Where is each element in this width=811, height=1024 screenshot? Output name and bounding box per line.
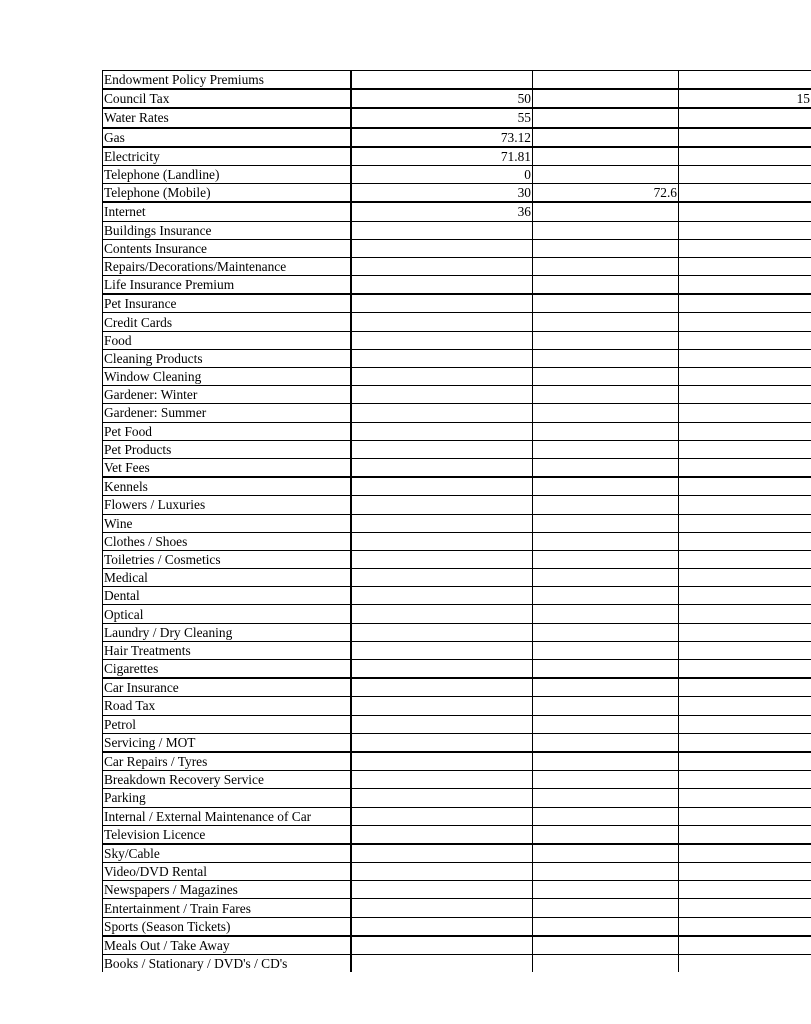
table-row xyxy=(103,422,811,440)
table-row xyxy=(103,641,811,659)
row-value-cell-2[interactable] xyxy=(533,697,679,715)
row-value-cell-1[interactable] xyxy=(351,496,533,514)
table-row xyxy=(103,733,811,752)
row-label-cell[interactable]: Breakdown Recovery Service xyxy=(103,771,352,789)
row-value-cell-2[interactable] xyxy=(533,605,679,623)
row-value-cell-3[interactable] xyxy=(679,496,811,514)
row-label-cell[interactable]: Contents Insurance xyxy=(103,239,352,257)
row-value-cell-2[interactable] xyxy=(533,404,679,422)
row-value-cell-3[interactable] xyxy=(679,184,811,203)
row-value-cell-3[interactable] xyxy=(679,458,811,477)
row-label-cell[interactable]: Vet Fees xyxy=(103,458,352,477)
row-value-cell-2[interactable] xyxy=(533,881,679,899)
row-value-cell-3[interactable] xyxy=(679,623,811,641)
row-value-cell-3[interactable] xyxy=(679,386,811,404)
row-label-cell[interactable]: Entertainment / Train Fares xyxy=(103,899,352,917)
row-label-cell[interactable]: Telephone (Mobile) xyxy=(103,184,352,203)
row-label-cell[interactable]: Medical xyxy=(103,569,352,587)
row-value-cell-2[interactable] xyxy=(533,936,679,955)
table-row xyxy=(103,532,811,550)
row-value-cell-3[interactable] xyxy=(679,825,811,844)
row-value-cell-3[interactable] xyxy=(679,733,811,752)
table-row xyxy=(103,184,811,203)
row-label-cell[interactable]: Dental xyxy=(103,587,352,605)
row-value-cell-1[interactable] xyxy=(351,532,533,550)
row-value-cell-3[interactable] xyxy=(679,789,811,807)
table-row xyxy=(103,569,811,587)
table-row xyxy=(103,496,811,514)
table-row xyxy=(103,752,811,771)
row-value-cell-1[interactable] xyxy=(351,605,533,623)
row-value-cell-1[interactable] xyxy=(351,514,533,532)
table-row xyxy=(103,623,811,641)
row-value-cell-3[interactable] xyxy=(679,715,811,733)
table-row xyxy=(103,936,811,955)
row-value-cell-2[interactable] xyxy=(533,587,679,605)
row-value-cell-2[interactable] xyxy=(533,807,679,825)
row-value-cell-3[interactable] xyxy=(679,313,811,331)
row-value-cell-2[interactable] xyxy=(533,844,679,863)
table-row xyxy=(103,789,811,807)
row-value-cell-1[interactable]: 55 xyxy=(351,108,533,127)
row-value-cell-2[interactable] xyxy=(533,422,679,440)
row-value-cell-3[interactable] xyxy=(679,881,811,899)
row-value-cell-1[interactable]: 73.12 xyxy=(351,128,533,147)
table-row xyxy=(103,165,811,183)
row-value-cell-1[interactable]: 71.81 xyxy=(351,147,533,166)
row-value-cell-2[interactable] xyxy=(533,221,679,239)
row-value-cell-1[interactable] xyxy=(351,715,533,733)
table-row xyxy=(103,514,811,532)
row-value-cell-2[interactable] xyxy=(533,569,679,587)
row-value-cell-2[interactable] xyxy=(533,771,679,789)
row-value-cell-3[interactable] xyxy=(679,955,811,973)
row-value-cell-2[interactable] xyxy=(533,294,679,313)
row-value-cell-1[interactable] xyxy=(351,899,533,917)
spreadsheet-page xyxy=(102,70,810,972)
row-value-cell-2[interactable] xyxy=(533,715,679,733)
table-row xyxy=(103,440,811,458)
row-value-cell-2[interactable] xyxy=(533,641,679,659)
row-value-cell-2[interactable] xyxy=(533,678,679,697)
row-label-cell[interactable]: Toiletries / Cosmetics xyxy=(103,550,352,568)
table-row xyxy=(103,313,811,331)
table-row xyxy=(103,955,811,973)
row-value-cell-3[interactable] xyxy=(679,221,811,239)
row-value-cell-1[interactable] xyxy=(351,863,533,881)
row-value-cell-1[interactable] xyxy=(351,569,533,587)
row-value-cell-3[interactable] xyxy=(679,807,811,825)
row-value-cell-1[interactable] xyxy=(351,477,533,496)
row-label-cell[interactable]: Kennels xyxy=(103,477,352,496)
row-value-cell-3[interactable] xyxy=(679,587,811,605)
row-value-cell-3[interactable] xyxy=(679,899,811,917)
table-row xyxy=(103,294,811,313)
row-label-cell[interactable]: Wine xyxy=(103,514,352,532)
row-value-cell-2[interactable] xyxy=(533,496,679,514)
row-value-cell-1[interactable] xyxy=(351,917,533,936)
row-label-cell[interactable]: Internet xyxy=(103,202,352,221)
row-value-cell-2[interactable] xyxy=(533,128,679,147)
row-value-cell-3[interactable] xyxy=(679,550,811,568)
row-value-cell-2[interactable] xyxy=(533,440,679,458)
row-label-cell[interactable]: Life Insurance Premium xyxy=(103,276,352,295)
row-label-cell[interactable]: Repairs/Decorations/Maintenance xyxy=(103,257,352,275)
row-value-cell-2[interactable] xyxy=(533,89,679,108)
row-label-cell[interactable]: Pet Food xyxy=(103,422,352,440)
table-row xyxy=(103,202,811,221)
row-value-cell-3[interactable] xyxy=(679,128,811,147)
row-label-cell[interactable]: Sky/Cable xyxy=(103,844,352,863)
row-value-cell-2[interactable] xyxy=(533,733,679,752)
row-value-cell-3[interactable] xyxy=(679,422,811,440)
row-value-cell-3[interactable] xyxy=(679,331,811,349)
row-value-cell-1[interactable] xyxy=(351,313,533,331)
row-value-cell-2[interactable] xyxy=(533,863,679,881)
row-value-cell-1[interactable] xyxy=(351,825,533,844)
row-label-cell[interactable]: Gardener: Summer xyxy=(103,404,352,422)
row-value-cell-1[interactable] xyxy=(351,239,533,257)
row-label-cell[interactable]: Endowment Policy Premiums xyxy=(103,71,352,90)
row-value-cell-1[interactable] xyxy=(351,807,533,825)
row-value-cell-2[interactable] xyxy=(533,239,679,257)
row-label-cell[interactable]: Meals Out / Take Away xyxy=(103,936,352,955)
table-row xyxy=(103,71,811,90)
row-value-cell-2[interactable] xyxy=(533,550,679,568)
row-label-cell[interactable]: Food xyxy=(103,331,352,349)
row-value-cell-2[interactable] xyxy=(533,514,679,532)
row-label-cell[interactable]: Cigarettes xyxy=(103,660,352,679)
row-value-cell-2[interactable] xyxy=(533,202,679,221)
expenses-table-body xyxy=(103,71,811,973)
row-value-cell-3[interactable] xyxy=(679,844,811,863)
row-value-cell-3[interactable] xyxy=(679,569,811,587)
row-value-cell-2[interactable] xyxy=(533,165,679,183)
row-label-cell[interactable]: Pet Insurance xyxy=(103,294,352,313)
row-label-cell[interactable]: Petrol xyxy=(103,715,352,733)
row-value-cell-1[interactable] xyxy=(351,276,533,295)
table-row xyxy=(103,807,811,825)
row-value-cell-3[interactable] xyxy=(679,239,811,257)
row-value-cell-1[interactable] xyxy=(351,587,533,605)
row-value-cell-3[interactable] xyxy=(679,917,811,936)
row-value-cell-2[interactable] xyxy=(533,386,679,404)
row-label-cell[interactable]: Electricity xyxy=(103,147,352,166)
row-value-cell-3[interactable] xyxy=(679,514,811,532)
row-value-cell-1[interactable] xyxy=(351,623,533,641)
row-value-cell-2[interactable] xyxy=(533,331,679,349)
row-value-cell-2[interactable] xyxy=(533,147,679,166)
row-value-cell-3[interactable] xyxy=(679,440,811,458)
row-label-cell[interactable]: Laundry / Dry Cleaning xyxy=(103,623,352,641)
row-value-cell-1[interactable] xyxy=(351,697,533,715)
row-label-cell[interactable]: Car Repairs / Tyres xyxy=(103,752,352,771)
table-row xyxy=(103,660,811,679)
table-row xyxy=(103,844,811,863)
row-label-cell[interactable]: Credit Cards xyxy=(103,313,352,331)
row-value-cell-1[interactable] xyxy=(351,404,533,422)
row-value-cell-1[interactable] xyxy=(351,641,533,659)
row-label-cell[interactable]: Television Licence xyxy=(103,825,352,844)
row-value-cell-2[interactable] xyxy=(533,899,679,917)
row-value-cell-1[interactable]: 36 xyxy=(351,202,533,221)
table-row xyxy=(103,349,811,367)
row-value-cell-2[interactable]: 72.6 xyxy=(533,184,679,203)
row-label-cell[interactable]: Books / Stationary / DVD's / CD's xyxy=(103,955,352,973)
row-label-cell[interactable]: Buildings Insurance xyxy=(103,221,352,239)
row-value-cell-1[interactable] xyxy=(351,752,533,771)
row-value-cell-1[interactable] xyxy=(351,660,533,679)
row-label-cell[interactable]: Clothes / Shoes xyxy=(103,532,352,550)
row-value-cell-1[interactable] xyxy=(351,550,533,568)
table-row xyxy=(103,863,811,881)
row-value-cell-3[interactable] xyxy=(679,294,811,313)
table-row xyxy=(103,697,811,715)
table-row xyxy=(103,257,811,275)
row-label-cell[interactable]: Servicing / MOT xyxy=(103,733,352,752)
row-label-cell[interactable]: Pet Products xyxy=(103,440,352,458)
row-label-cell[interactable]: Parking xyxy=(103,789,352,807)
row-label-cell[interactable]: Newspapers / Magazines xyxy=(103,881,352,899)
table-row xyxy=(103,881,811,899)
table-row xyxy=(103,917,811,936)
row-value-cell-1[interactable] xyxy=(351,349,533,367)
row-value-cell-1[interactable] xyxy=(351,294,533,313)
row-value-cell-1[interactable] xyxy=(351,955,533,973)
table-row xyxy=(103,771,811,789)
table-row xyxy=(103,108,811,127)
table-row xyxy=(103,678,811,697)
row-value-cell-1[interactable]: 30 xyxy=(351,184,533,203)
row-value-cell-3[interactable] xyxy=(679,605,811,623)
row-label-cell[interactable]: Road Tax xyxy=(103,697,352,715)
table-row xyxy=(103,899,811,917)
table-row xyxy=(103,458,811,477)
table-row xyxy=(103,550,811,568)
table-row xyxy=(103,587,811,605)
row-value-cell-2[interactable] xyxy=(533,257,679,275)
row-value-cell-2[interactable] xyxy=(533,71,679,90)
row-value-cell-2[interactable] xyxy=(533,313,679,331)
row-label-cell[interactable]: Optical xyxy=(103,605,352,623)
row-value-cell-3[interactable] xyxy=(679,697,811,715)
row-value-cell-1[interactable] xyxy=(351,936,533,955)
table-row xyxy=(103,825,811,844)
table-row xyxy=(103,276,811,295)
row-value-cell-2[interactable] xyxy=(533,825,679,844)
row-value-cell-1[interactable] xyxy=(351,844,533,863)
table-row xyxy=(103,89,811,108)
row-value-cell-1[interactable] xyxy=(351,678,533,697)
row-value-cell-3[interactable] xyxy=(679,276,811,295)
table-row xyxy=(103,477,811,496)
row-value-cell-2[interactable] xyxy=(533,108,679,127)
row-value-cell-2[interactable] xyxy=(533,532,679,550)
row-value-cell-3[interactable] xyxy=(679,257,811,275)
row-label-cell[interactable]: Video/DVD Rental xyxy=(103,863,352,881)
row-value-cell-3[interactable] xyxy=(679,349,811,367)
row-value-cell-2[interactable] xyxy=(533,660,679,679)
table-row xyxy=(103,368,811,386)
row-value-cell-3[interactable] xyxy=(679,477,811,496)
row-value-cell-3[interactable] xyxy=(679,936,811,955)
row-value-cell-1[interactable] xyxy=(351,71,533,90)
row-label-cell[interactable]: Water Rates xyxy=(103,108,352,127)
row-value-cell-3[interactable] xyxy=(679,678,811,697)
row-value-cell-3[interactable] xyxy=(679,771,811,789)
row-value-cell-1[interactable] xyxy=(351,422,533,440)
row-value-cell-1[interactable] xyxy=(351,733,533,752)
row-value-cell-2[interactable] xyxy=(533,789,679,807)
row-label-cell[interactable]: Cleaning Products xyxy=(103,349,352,367)
row-value-cell-1[interactable] xyxy=(351,771,533,789)
row-value-cell-3[interactable] xyxy=(679,863,811,881)
table-row xyxy=(103,386,811,404)
row-value-cell-3[interactable] xyxy=(679,202,811,221)
row-value-cell-3[interactable] xyxy=(679,641,811,659)
row-value-cell-3[interactable] xyxy=(679,368,811,386)
row-value-cell-1[interactable] xyxy=(351,789,533,807)
row-value-cell-1[interactable] xyxy=(351,386,533,404)
row-value-cell-2[interactable] xyxy=(533,955,679,973)
row-value-cell-2[interactable] xyxy=(533,368,679,386)
row-value-cell-1[interactable] xyxy=(351,257,533,275)
row-value-cell-2[interactable] xyxy=(533,752,679,771)
row-value-cell-3[interactable] xyxy=(679,532,811,550)
table-row xyxy=(103,404,811,422)
expenses-table xyxy=(102,70,811,972)
row-value-cell-1[interactable]: 50 xyxy=(351,89,533,108)
row-value-cell-3[interactable] xyxy=(679,71,811,90)
row-value-cell-1[interactable] xyxy=(351,440,533,458)
row-label-cell[interactable]: Car Insurance xyxy=(103,678,352,697)
row-label-cell[interactable]: Sports (Season Tickets) xyxy=(103,917,352,936)
row-label-cell[interactable]: Window Cleaning xyxy=(103,368,352,386)
row-value-cell-1[interactable] xyxy=(351,881,533,899)
row-value-cell-1[interactable] xyxy=(351,221,533,239)
table-row xyxy=(103,605,811,623)
table-row xyxy=(103,331,811,349)
row-value-cell-3[interactable] xyxy=(679,660,811,679)
table-row xyxy=(103,239,811,257)
row-value-cell-2[interactable] xyxy=(533,477,679,496)
row-value-cell-2[interactable] xyxy=(533,623,679,641)
table-row xyxy=(103,128,811,147)
row-label-cell[interactable]: Internal / External Maintenance of Car xyxy=(103,807,352,825)
table-row xyxy=(103,221,811,239)
table-row xyxy=(103,715,811,733)
table-row xyxy=(103,147,811,166)
row-value-cell-2[interactable] xyxy=(533,349,679,367)
row-label-cell[interactable]: Gas xyxy=(103,128,352,147)
row-value-cell-1[interactable]: 0 xyxy=(351,165,533,183)
row-value-cell-2[interactable] xyxy=(533,276,679,295)
row-value-cell-3[interactable] xyxy=(679,165,811,183)
row-label-cell[interactable]: Hair Treatments xyxy=(103,641,352,659)
row-value-cell-3[interactable] xyxy=(679,752,811,771)
row-value-cell-1[interactable] xyxy=(351,368,533,386)
row-label-cell[interactable]: Council Tax xyxy=(103,89,352,108)
row-value-cell-3[interactable] xyxy=(679,147,811,166)
row-label-cell[interactable]: Flowers / Luxuries xyxy=(103,496,352,514)
row-value-cell-2[interactable] xyxy=(533,917,679,936)
row-value-cell-3[interactable]: 15 xyxy=(679,89,811,108)
row-label-cell[interactable]: Telephone (Landline) xyxy=(103,165,352,183)
row-label-cell[interactable]: Gardener: Winter xyxy=(103,386,352,404)
row-value-cell-1[interactable] xyxy=(351,331,533,349)
row-value-cell-3[interactable] xyxy=(679,404,811,422)
row-value-cell-3[interactable] xyxy=(679,108,811,127)
row-value-cell-2[interactable] xyxy=(533,458,679,477)
row-value-cell-1[interactable] xyxy=(351,458,533,477)
